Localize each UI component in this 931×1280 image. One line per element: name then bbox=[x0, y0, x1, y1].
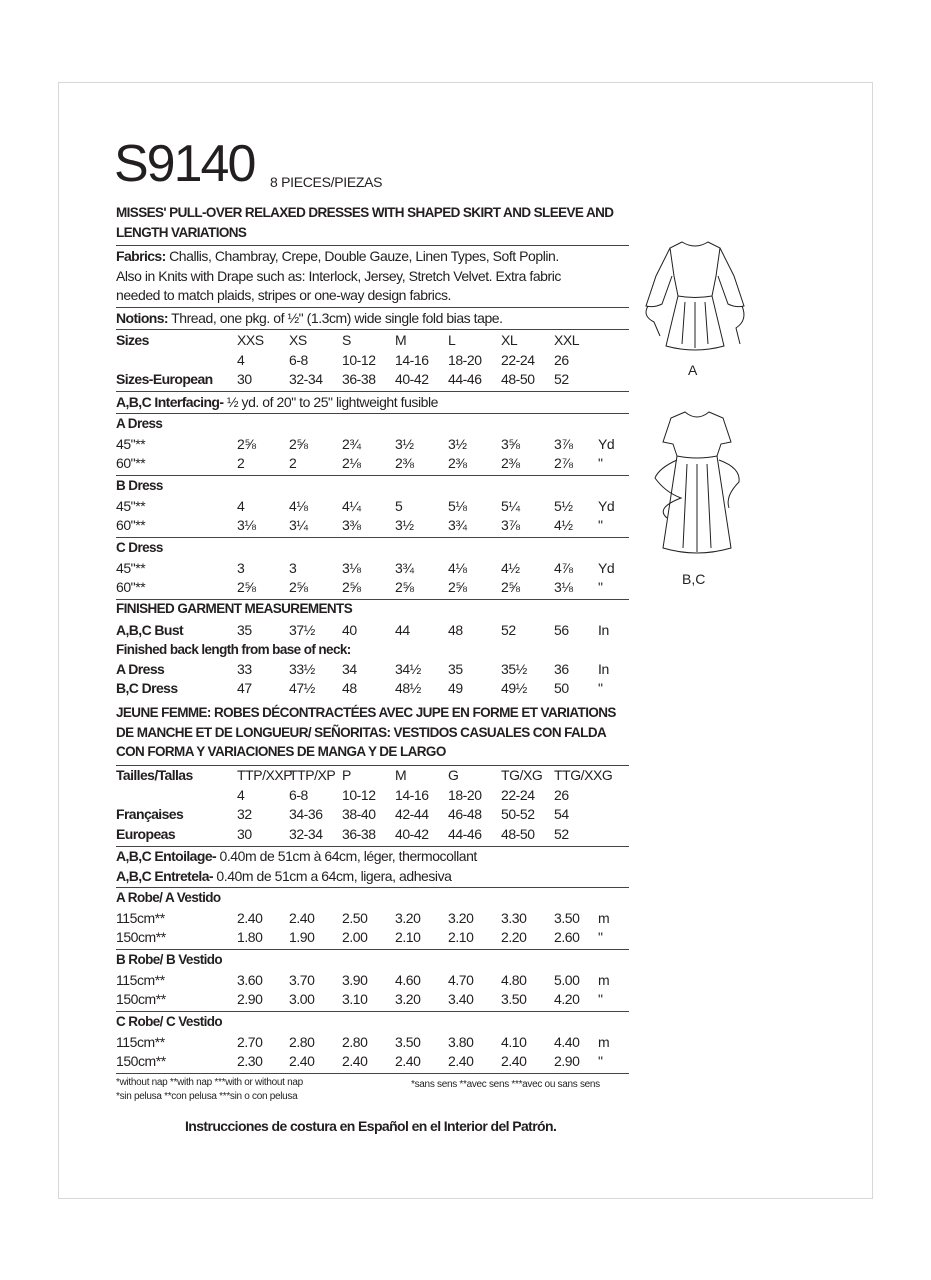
divider bbox=[116, 391, 629, 392]
unit: " bbox=[598, 579, 603, 595]
cell: 3⅝ bbox=[501, 435, 520, 452]
cell: 2⅝ bbox=[237, 579, 256, 595]
unit: " bbox=[598, 1053, 603, 1069]
yardage-row-label: 45"** bbox=[116, 435, 146, 452]
view-a-illustration bbox=[640, 236, 750, 361]
yardage-row-label: 45"** bbox=[116, 559, 146, 576]
cell: 4.10 bbox=[501, 1033, 527, 1050]
cell: 44 bbox=[395, 622, 410, 638]
cell: 4 bbox=[237, 352, 245, 368]
unit: Yd bbox=[598, 559, 615, 576]
cell: 4.70 bbox=[448, 971, 474, 988]
cell: XS bbox=[289, 332, 307, 348]
metrage-row-label: 115cm** bbox=[116, 971, 165, 988]
cell: 40-42 bbox=[395, 371, 429, 387]
view-heading: C Dress bbox=[116, 540, 163, 555]
cell: 3⅞ bbox=[554, 435, 573, 452]
cell: 5 bbox=[395, 497, 403, 514]
cell: 3 bbox=[237, 559, 245, 576]
cell: 18-20 bbox=[448, 787, 482, 803]
cell: 5⅛ bbox=[448, 497, 467, 514]
cell: 3.50 bbox=[395, 1033, 421, 1050]
cell: 2⅝ bbox=[395, 579, 414, 595]
tailles-row-label: Tailles/Tallas bbox=[116, 767, 193, 783]
cell: 2⅜ bbox=[448, 455, 467, 471]
cell: 5.00 bbox=[554, 971, 580, 988]
cell: 37½ bbox=[289, 622, 315, 638]
cell: 3½ bbox=[448, 435, 467, 452]
cell: 4 bbox=[237, 787, 245, 803]
cell: 3⅛ bbox=[237, 517, 256, 533]
cell: 52 bbox=[501, 622, 516, 638]
cell: 2⅜ bbox=[395, 455, 414, 471]
cell: 3.60 bbox=[237, 971, 263, 988]
entoilage-label: A,B,C Entoilage- bbox=[116, 848, 217, 864]
metrage-row-label: 115cm** bbox=[116, 909, 165, 926]
cell: 3⅛ bbox=[554, 579, 573, 595]
finished-heading: FINISHED GARMENT MEASUREMENTS bbox=[116, 601, 353, 616]
cell: TG/XG bbox=[501, 767, 543, 783]
fabrics-text: Challis, Chambray, Crepe, Double Gauze, Linen Types, Soft Poplin. bbox=[165, 248, 559, 264]
cell: P bbox=[342, 767, 351, 783]
entoilage bbox=[116, 847, 477, 865]
bust-row-label: A,B,C Bust bbox=[116, 622, 184, 638]
unit: Yd bbox=[598, 497, 615, 514]
metrage-row-label: 150cm** bbox=[116, 1053, 166, 1069]
cell: 2.40 bbox=[289, 909, 315, 926]
cell: 2⅜ bbox=[501, 455, 520, 471]
cell: 10-12 bbox=[342, 787, 376, 803]
footnote-en: *without nap **with nap ***with or without nap bbox=[116, 1077, 303, 1088]
cell: G bbox=[448, 767, 459, 783]
a-length-row-label: A Dress bbox=[116, 661, 165, 677]
cell: 42-44 bbox=[395, 806, 429, 822]
cell: 4½ bbox=[501, 559, 520, 576]
cell: 2 bbox=[237, 455, 245, 471]
cell: 2.80 bbox=[342, 1033, 368, 1050]
cell: 3½ bbox=[395, 517, 414, 533]
cell: 54 bbox=[554, 806, 569, 822]
metrage-row-label: 150cm** bbox=[116, 991, 166, 1007]
cell: 49 bbox=[448, 680, 463, 696]
francaises-row-label: Françaises bbox=[116, 806, 184, 822]
cell: TTG/XXG bbox=[554, 767, 613, 783]
cell: 2.50 bbox=[342, 909, 368, 926]
cell: 2¾ bbox=[342, 435, 361, 452]
cell: 2.00 bbox=[342, 929, 368, 945]
cell: 4⅞ bbox=[554, 559, 573, 576]
cell: 32-34 bbox=[289, 371, 323, 387]
view-a-label: A bbox=[688, 362, 698, 378]
divider bbox=[116, 949, 629, 950]
cell: 3.50 bbox=[501, 991, 527, 1007]
cell: 3.50 bbox=[554, 909, 580, 926]
cell: 33½ bbox=[289, 661, 315, 677]
cell: 2⅝ bbox=[501, 579, 520, 595]
cell: XXL bbox=[554, 332, 580, 348]
cell: 3.20 bbox=[395, 909, 421, 926]
cell: 2.40 bbox=[342, 1053, 368, 1069]
cell: 3.10 bbox=[342, 991, 368, 1007]
pattern-number: S9140 bbox=[114, 135, 255, 193]
unit: " bbox=[598, 929, 603, 945]
cell: 3.20 bbox=[395, 991, 421, 1007]
cell: 40-42 bbox=[395, 826, 429, 842]
cell: 46-48 bbox=[448, 806, 482, 822]
cell: 38-40 bbox=[342, 806, 376, 822]
cell: 2.20 bbox=[501, 929, 527, 945]
pattern-title: MISSES' PULL-OVER RELAXED DRESSES WITH SHAPED SKIRT AND SLEEVE AND bbox=[116, 205, 614, 220]
sizes-european-row-label: Sizes-European bbox=[116, 371, 213, 387]
yardage-row-label: 60"** bbox=[116, 517, 146, 533]
cell: L bbox=[448, 332, 456, 348]
notions-text: Thread, one pkg. of ½" (1.3cm) wide single fold bias tape. bbox=[167, 310, 503, 326]
cell: 48 bbox=[448, 622, 463, 638]
interfacing bbox=[116, 393, 438, 411]
back-length-heading: Finished back length from base of neck: bbox=[116, 642, 351, 657]
unit: " bbox=[598, 455, 603, 471]
fr-es-title: CON FORMA Y VARIACIONES DE MANGA Y DE LARGO bbox=[116, 744, 446, 759]
cell: 2⅝ bbox=[289, 579, 308, 595]
unit: m bbox=[598, 1033, 610, 1050]
cell: 3.30 bbox=[501, 909, 527, 926]
cell: 3¼ bbox=[289, 517, 308, 533]
cell: 2.40 bbox=[501, 1053, 527, 1069]
cell: 48-50 bbox=[501, 826, 535, 842]
unit: " bbox=[598, 680, 603, 696]
cell: 2⅝ bbox=[342, 579, 361, 595]
cell: 3⅜ bbox=[342, 517, 361, 533]
cell: 3⅛ bbox=[342, 559, 361, 576]
view-heading: B Dress bbox=[116, 478, 163, 493]
cell: 3.70 bbox=[289, 971, 315, 988]
cell: 49½ bbox=[501, 680, 527, 696]
yardage-row-label: 60"** bbox=[116, 455, 146, 471]
cell: M bbox=[395, 767, 407, 783]
cell: 2.90 bbox=[554, 1053, 580, 1069]
cell: 22-24 bbox=[501, 352, 535, 368]
cell: 14-16 bbox=[395, 787, 429, 803]
cell: 36-38 bbox=[342, 371, 376, 387]
view-heading-metric: B Robe/ B Vestido bbox=[116, 952, 223, 967]
fr-es-title: JEUNE FEMME: ROBES DÉCONTRACTÉES AVEC JUPE EN FORME ET VARIATIONS bbox=[116, 705, 616, 720]
cell: 3⅞ bbox=[501, 517, 520, 533]
fabrics-label: Fabrics: bbox=[116, 248, 166, 264]
cell: 47½ bbox=[289, 680, 315, 696]
cell: 4.60 bbox=[395, 971, 421, 988]
unit: In bbox=[598, 622, 609, 638]
cell: 26 bbox=[554, 787, 569, 803]
unit: m bbox=[598, 909, 610, 926]
cell: 2.10 bbox=[448, 929, 474, 945]
cell: XXS bbox=[237, 332, 264, 348]
cell: 2.40 bbox=[448, 1053, 474, 1069]
cell: 2.40 bbox=[289, 1053, 315, 1069]
cell: 2.40 bbox=[237, 909, 263, 926]
notions bbox=[116, 309, 503, 327]
cell: 48-50 bbox=[501, 371, 535, 387]
cell: 4½ bbox=[554, 517, 573, 533]
cell: 4 bbox=[237, 497, 245, 514]
pieces-count: 8 PIECES/PIEZAS bbox=[270, 174, 383, 190]
cell: 22-24 bbox=[501, 787, 535, 803]
divider bbox=[116, 245, 629, 246]
cell: 2.10 bbox=[395, 929, 421, 945]
cell: 50 bbox=[554, 680, 569, 696]
cell: 6-8 bbox=[289, 352, 308, 368]
cell: 36 bbox=[554, 661, 569, 677]
cell: 2⅞ bbox=[554, 455, 573, 471]
cell: 2.90 bbox=[237, 991, 263, 1007]
divider bbox=[116, 329, 629, 330]
cell: 6-8 bbox=[289, 787, 308, 803]
cell: 18-20 bbox=[448, 352, 482, 368]
unit: " bbox=[598, 991, 603, 1007]
cell: 4⅛ bbox=[289, 497, 308, 514]
cell: 48 bbox=[342, 680, 357, 696]
cell: 4.80 bbox=[501, 971, 527, 988]
view-heading-metric: A Robe/ A Vestido bbox=[116, 890, 221, 905]
yardage-row-label: 45"** bbox=[116, 497, 146, 514]
cell: 52 bbox=[554, 826, 569, 842]
cell: 3 bbox=[289, 559, 297, 576]
cell: 2.80 bbox=[289, 1033, 315, 1050]
divider bbox=[116, 537, 629, 538]
cell: 3.80 bbox=[448, 1033, 474, 1050]
cell: 35 bbox=[448, 661, 463, 677]
interfacing-text: ½ yd. of 20" to 25" lightweight fusible bbox=[223, 394, 438, 410]
cell: 33 bbox=[237, 661, 252, 677]
cell: 32-34 bbox=[289, 826, 323, 842]
cell: 2.70 bbox=[237, 1033, 263, 1050]
view-bc-illustration bbox=[645, 408, 755, 568]
cell: 2 bbox=[289, 455, 297, 471]
cell: 3¾ bbox=[448, 517, 467, 533]
unit: Yd bbox=[598, 435, 615, 452]
cell: 4.20 bbox=[554, 991, 580, 1007]
divider bbox=[116, 475, 629, 476]
cell: 32 bbox=[237, 806, 252, 822]
cell: 40 bbox=[342, 622, 357, 638]
cell: 35½ bbox=[501, 661, 527, 677]
europeas-row-label: Europeas bbox=[116, 826, 175, 842]
cell: 3¾ bbox=[395, 559, 414, 576]
cell: 4¼ bbox=[342, 497, 361, 514]
entretela bbox=[116, 867, 451, 885]
cell: 34½ bbox=[395, 661, 421, 677]
cell: 50-52 bbox=[501, 806, 535, 822]
spanish-instructions-note: Instrucciones de costura en Español en el Interior del Patrón. bbox=[185, 1118, 557, 1134]
cell: 34 bbox=[342, 661, 357, 677]
view-heading: A Dress bbox=[116, 416, 163, 431]
unit: " bbox=[598, 517, 603, 533]
cell: 10-12 bbox=[342, 352, 376, 368]
cell: 2⅛ bbox=[342, 455, 361, 471]
cell: 44-46 bbox=[448, 371, 482, 387]
cell: 1.80 bbox=[237, 929, 263, 945]
cell: 44-46 bbox=[448, 826, 482, 842]
cell: 5¼ bbox=[501, 497, 520, 514]
cell: XL bbox=[501, 332, 518, 348]
metrage-row-label: 150cm** bbox=[116, 929, 166, 945]
yardage-row-label: 60"** bbox=[116, 579, 146, 595]
fabrics-line: Also in Knits with Drape such as: Interlock, Jersey, Stretch Velvet. Extra fabric bbox=[116, 267, 561, 284]
cell: TTP/XXP bbox=[237, 767, 293, 783]
divider bbox=[116, 413, 629, 414]
cell: 47 bbox=[237, 680, 252, 696]
cell: 34-36 bbox=[289, 806, 323, 822]
cell: 5½ bbox=[554, 497, 573, 514]
view-bc-label: B,C bbox=[682, 571, 706, 587]
cell: M bbox=[395, 332, 407, 348]
metrage-row-label: 115cm** bbox=[116, 1033, 165, 1050]
footnote-fr: *sans sens **avec sens ***avec ou sans sens bbox=[411, 1079, 600, 1090]
footnote-es: *sin pelusa **con pelusa ***sin o con pelusa bbox=[116, 1091, 298, 1102]
view-heading-metric: C Robe/ C Vestido bbox=[116, 1014, 223, 1029]
cell: 52 bbox=[554, 371, 569, 387]
cell: 4⅛ bbox=[448, 559, 467, 576]
cell: 2⅝ bbox=[448, 579, 467, 595]
cell: 36-38 bbox=[342, 826, 376, 842]
entoilage-text: 0.40m de 51cm à 64cm, léger, thermocollant bbox=[216, 848, 477, 864]
divider bbox=[116, 1073, 629, 1074]
cell: 3½ bbox=[395, 435, 414, 452]
pattern-title: LENGTH VARIATIONS bbox=[116, 224, 247, 240]
cell: 2.40 bbox=[395, 1053, 421, 1069]
cell: 48½ bbox=[395, 680, 421, 696]
cell: 35 bbox=[237, 622, 252, 638]
cell: 3.90 bbox=[342, 971, 368, 988]
bc-length-row-label: B,C Dress bbox=[116, 680, 178, 696]
entretela-label: A,B,C Entretela- bbox=[116, 868, 213, 884]
cell: TTP/XP bbox=[289, 767, 336, 783]
cell: S bbox=[342, 332, 351, 348]
divider bbox=[116, 765, 629, 766]
interfacing-label: A,B,C Interfacing- bbox=[116, 394, 224, 410]
cell: 56 bbox=[554, 622, 569, 638]
cell: 1.90 bbox=[289, 929, 315, 945]
notions-label: Notions: bbox=[116, 310, 168, 326]
cell: 2.30 bbox=[237, 1053, 263, 1069]
divider bbox=[116, 307, 629, 308]
unit: m bbox=[598, 971, 610, 988]
cell: 26 bbox=[554, 352, 569, 368]
cell: 14-16 bbox=[395, 352, 429, 368]
cell: 2.60 bbox=[554, 929, 580, 945]
fr-es-title: DE MANCHE ET DE LONGUEUR/ SEÑORITAS: VESTIDOS CASUALES CON FALDA bbox=[116, 724, 607, 740]
cell: 2⅝ bbox=[237, 435, 256, 452]
fabrics bbox=[116, 247, 559, 265]
cell: 3.20 bbox=[448, 909, 474, 926]
divider bbox=[116, 887, 629, 888]
cell: 3.00 bbox=[289, 991, 315, 1007]
cell: 30 bbox=[237, 371, 252, 387]
cell: 3.40 bbox=[448, 991, 474, 1007]
cell: 2⅝ bbox=[289, 435, 308, 452]
cell: 4.40 bbox=[554, 1033, 580, 1050]
divider bbox=[116, 1011, 629, 1012]
cell: 30 bbox=[237, 826, 252, 842]
unit: In bbox=[598, 661, 609, 677]
fabrics-line: needed to match plaids, stripes or one-way design fabrics. bbox=[116, 287, 451, 303]
sizes-row-label: Sizes bbox=[116, 332, 149, 348]
entretela-text: 0.40m de 51cm a 64cm, ligera, adhesiva bbox=[212, 868, 452, 884]
